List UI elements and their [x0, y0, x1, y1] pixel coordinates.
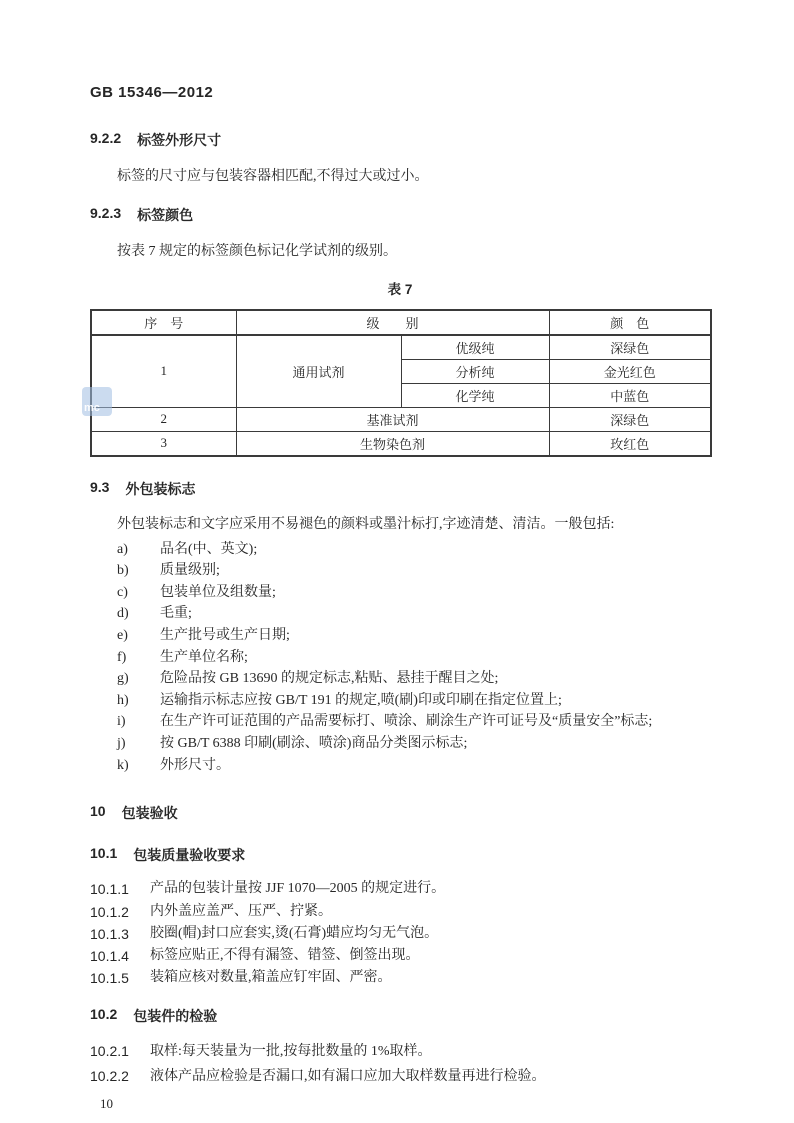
clause-10-2-1: [90, 1039, 710, 1064]
list-item-label: k): [117, 757, 129, 773]
clause-number: 10.2.2: [90, 1067, 129, 1084]
paragraph-9-3-intro: 外包装标志和文字应采用不易褪色的颜料或墨汁标打,字迹清楚、清洁。一般包括:: [117, 516, 615, 532]
cell-seq-3: 3: [91, 431, 236, 456]
list-item-j: [90, 733, 710, 755]
list-item-text: 按 GB/T 6388 印刷(刷涂、喷涂)商品分类图示标志;: [160, 736, 468, 752]
paragraph-9-2-2: 标签的尺寸应与包装容器相匹配,不得过大或过小。: [117, 169, 429, 184]
heading-number: 10.1: [90, 845, 118, 862]
heading-10-2: [90, 1006, 710, 1026]
col-header-color: 颜 色: [549, 310, 711, 335]
table-row: [91, 407, 711, 431]
cell-color: 深绿色: [549, 335, 711, 360]
heading-title: 包装件的检验: [133, 1007, 218, 1024]
list-item-label: d): [117, 606, 129, 622]
col-header-seq: 序 号: [91, 310, 236, 335]
list-item-h: [90, 690, 710, 712]
list-item-text: 质量级别;: [160, 563, 220, 579]
list-item-k: [90, 755, 710, 777]
heading-title: 外包装标志: [125, 480, 196, 497]
list-item-text: 在生产许可证范围的产品需要标打、喷涂、刷涂生产许可证号及“质量安全”标志;: [160, 714, 653, 730]
list-item-i: [90, 711, 710, 733]
list-item-g: [90, 668, 710, 690]
cell-grade: 基准试剂: [236, 407, 549, 431]
doc-code: GB 15346—2012: [90, 84, 214, 101]
heading-title: 包装验收: [121, 805, 178, 822]
heading-9-3: [90, 479, 710, 499]
clause-text: 胶圈(帽)封口应套实,烫(石膏)蜡应均匀无气泡。: [150, 925, 439, 941]
list-item-label: f): [117, 649, 127, 665]
list-item-label: g): [117, 671, 129, 687]
list-item-b: [90, 560, 710, 582]
list-item-label: c): [117, 584, 128, 600]
list-item-e: [90, 625, 710, 647]
cell-color: 深绿色: [549, 407, 711, 431]
heading-title: 标签外形尺寸: [137, 132, 222, 148]
heading-number: 9.2.3: [90, 204, 122, 221]
list-item-text: 危险品按 GB 13690 的规定标志,粘贴、悬挂于醒目之处;: [160, 671, 499, 687]
heading-number: 9.3: [90, 478, 110, 495]
list-item-c: [90, 582, 710, 604]
list-item-text: 毛重;: [160, 606, 192, 622]
clause-text: 产品的包装计量按 JJF 1070—2005 的规定进行。: [150, 881, 446, 897]
paragraph-9-2-3: 按表 7 规定的标签颜色标记化学试剂的级别。: [117, 243, 397, 259]
numbered-list-10-2: [90, 1039, 710, 1089]
cell-subgrade: 化学纯: [401, 383, 549, 407]
list-item-a: [90, 539, 710, 561]
col-header-grade: 级 别: [236, 310, 549, 335]
table-row: [91, 431, 711, 456]
list-item-d: [90, 603, 710, 625]
heading-10: [90, 803, 710, 823]
clause-text: 装箱应核对数量,箱盖应钉牢固、严密。: [150, 970, 392, 986]
clause-number: 10.1.1: [90, 881, 129, 898]
numbered-list-10-1: [90, 878, 710, 989]
list-item-text: 生产单位名称;: [160, 649, 248, 665]
clause-text: 标签应贴正,不得有漏签、错签、倒签出现。: [150, 948, 420, 964]
clause-number: 10.2.1: [90, 1042, 129, 1059]
clause-text: 取样:每天装量为一批,按每批数量的 1%取样。: [150, 1043, 432, 1059]
clause-10-2-2: [90, 1064, 710, 1089]
clause-number: 10.1.2: [90, 903, 129, 920]
cell-seq-2: 2: [91, 407, 236, 431]
clause-10-1-4: [90, 945, 710, 967]
list-item-text: 外形尺寸。: [160, 757, 230, 773]
clause-text: 液体产品应检验是否漏口,如有漏口应加大取样数量再进行检验。: [150, 1068, 546, 1084]
list-item-text: 品名(中、英文);: [160, 541, 258, 557]
clause-10-1-2: [90, 901, 710, 923]
table-7: [90, 309, 712, 457]
table-caption: 表 7: [387, 281, 413, 297]
cell-color: 金光红色: [549, 359, 711, 383]
cell-subgrade: 分析纯: [401, 359, 549, 383]
clause-number: 10.1.4: [90, 948, 129, 965]
heading-9-2-3: [90, 205, 710, 225]
list-item-text: 运输指示标志应按 GB/T 191 的规定,喷(刷)印或印刷在指定位置上;: [160, 692, 562, 708]
heading-number: 9.2.2: [90, 130, 122, 146]
heading-10-1: [90, 845, 710, 865]
clause-10-1-5: [90, 967, 710, 989]
list-item-label: h): [117, 692, 129, 708]
heading-9-2-2: [90, 130, 710, 150]
list-item-text: 包装单位及组数量;: [160, 584, 276, 600]
list-item-label: a): [117, 541, 128, 557]
heading-title: 标签颜色: [137, 206, 194, 223]
cell-color: 玫红色: [549, 431, 711, 456]
list-item-label: b): [117, 563, 129, 579]
cell-color: 中蓝色: [549, 383, 711, 407]
cell-seq-1: 1: [91, 335, 236, 408]
clause-10-1-1: [90, 878, 710, 900]
cell-grade: 生物染色剂: [236, 431, 549, 456]
clause-number: 10.1.5: [90, 970, 129, 987]
heading-number: 10: [90, 803, 106, 820]
clause-10-1-3: [90, 923, 710, 945]
heading-title: 包装质量验收要求: [133, 847, 246, 864]
cell-grade-general: 通用试剂: [236, 335, 401, 408]
cell-subgrade: 优级纯: [401, 335, 549, 360]
lettered-list: [90, 539, 710, 777]
clause-text: 内外盖应盖严、压严、拧紧。: [150, 903, 332, 919]
watermark-stamp: mc: [82, 387, 112, 416]
list-item-label: i): [117, 714, 126, 730]
heading-number: 10.2: [90, 1005, 118, 1022]
list-item-f: [90, 647, 710, 669]
table-row: [91, 335, 711, 360]
page-number: 10: [100, 1095, 113, 1111]
list-item-label: e): [117, 628, 128, 644]
list-item-text: 生产批号或生产日期;: [160, 628, 290, 644]
list-item-label: j): [117, 736, 126, 752]
clause-number: 10.1.3: [90, 925, 129, 942]
table-header-row: [91, 310, 711, 335]
